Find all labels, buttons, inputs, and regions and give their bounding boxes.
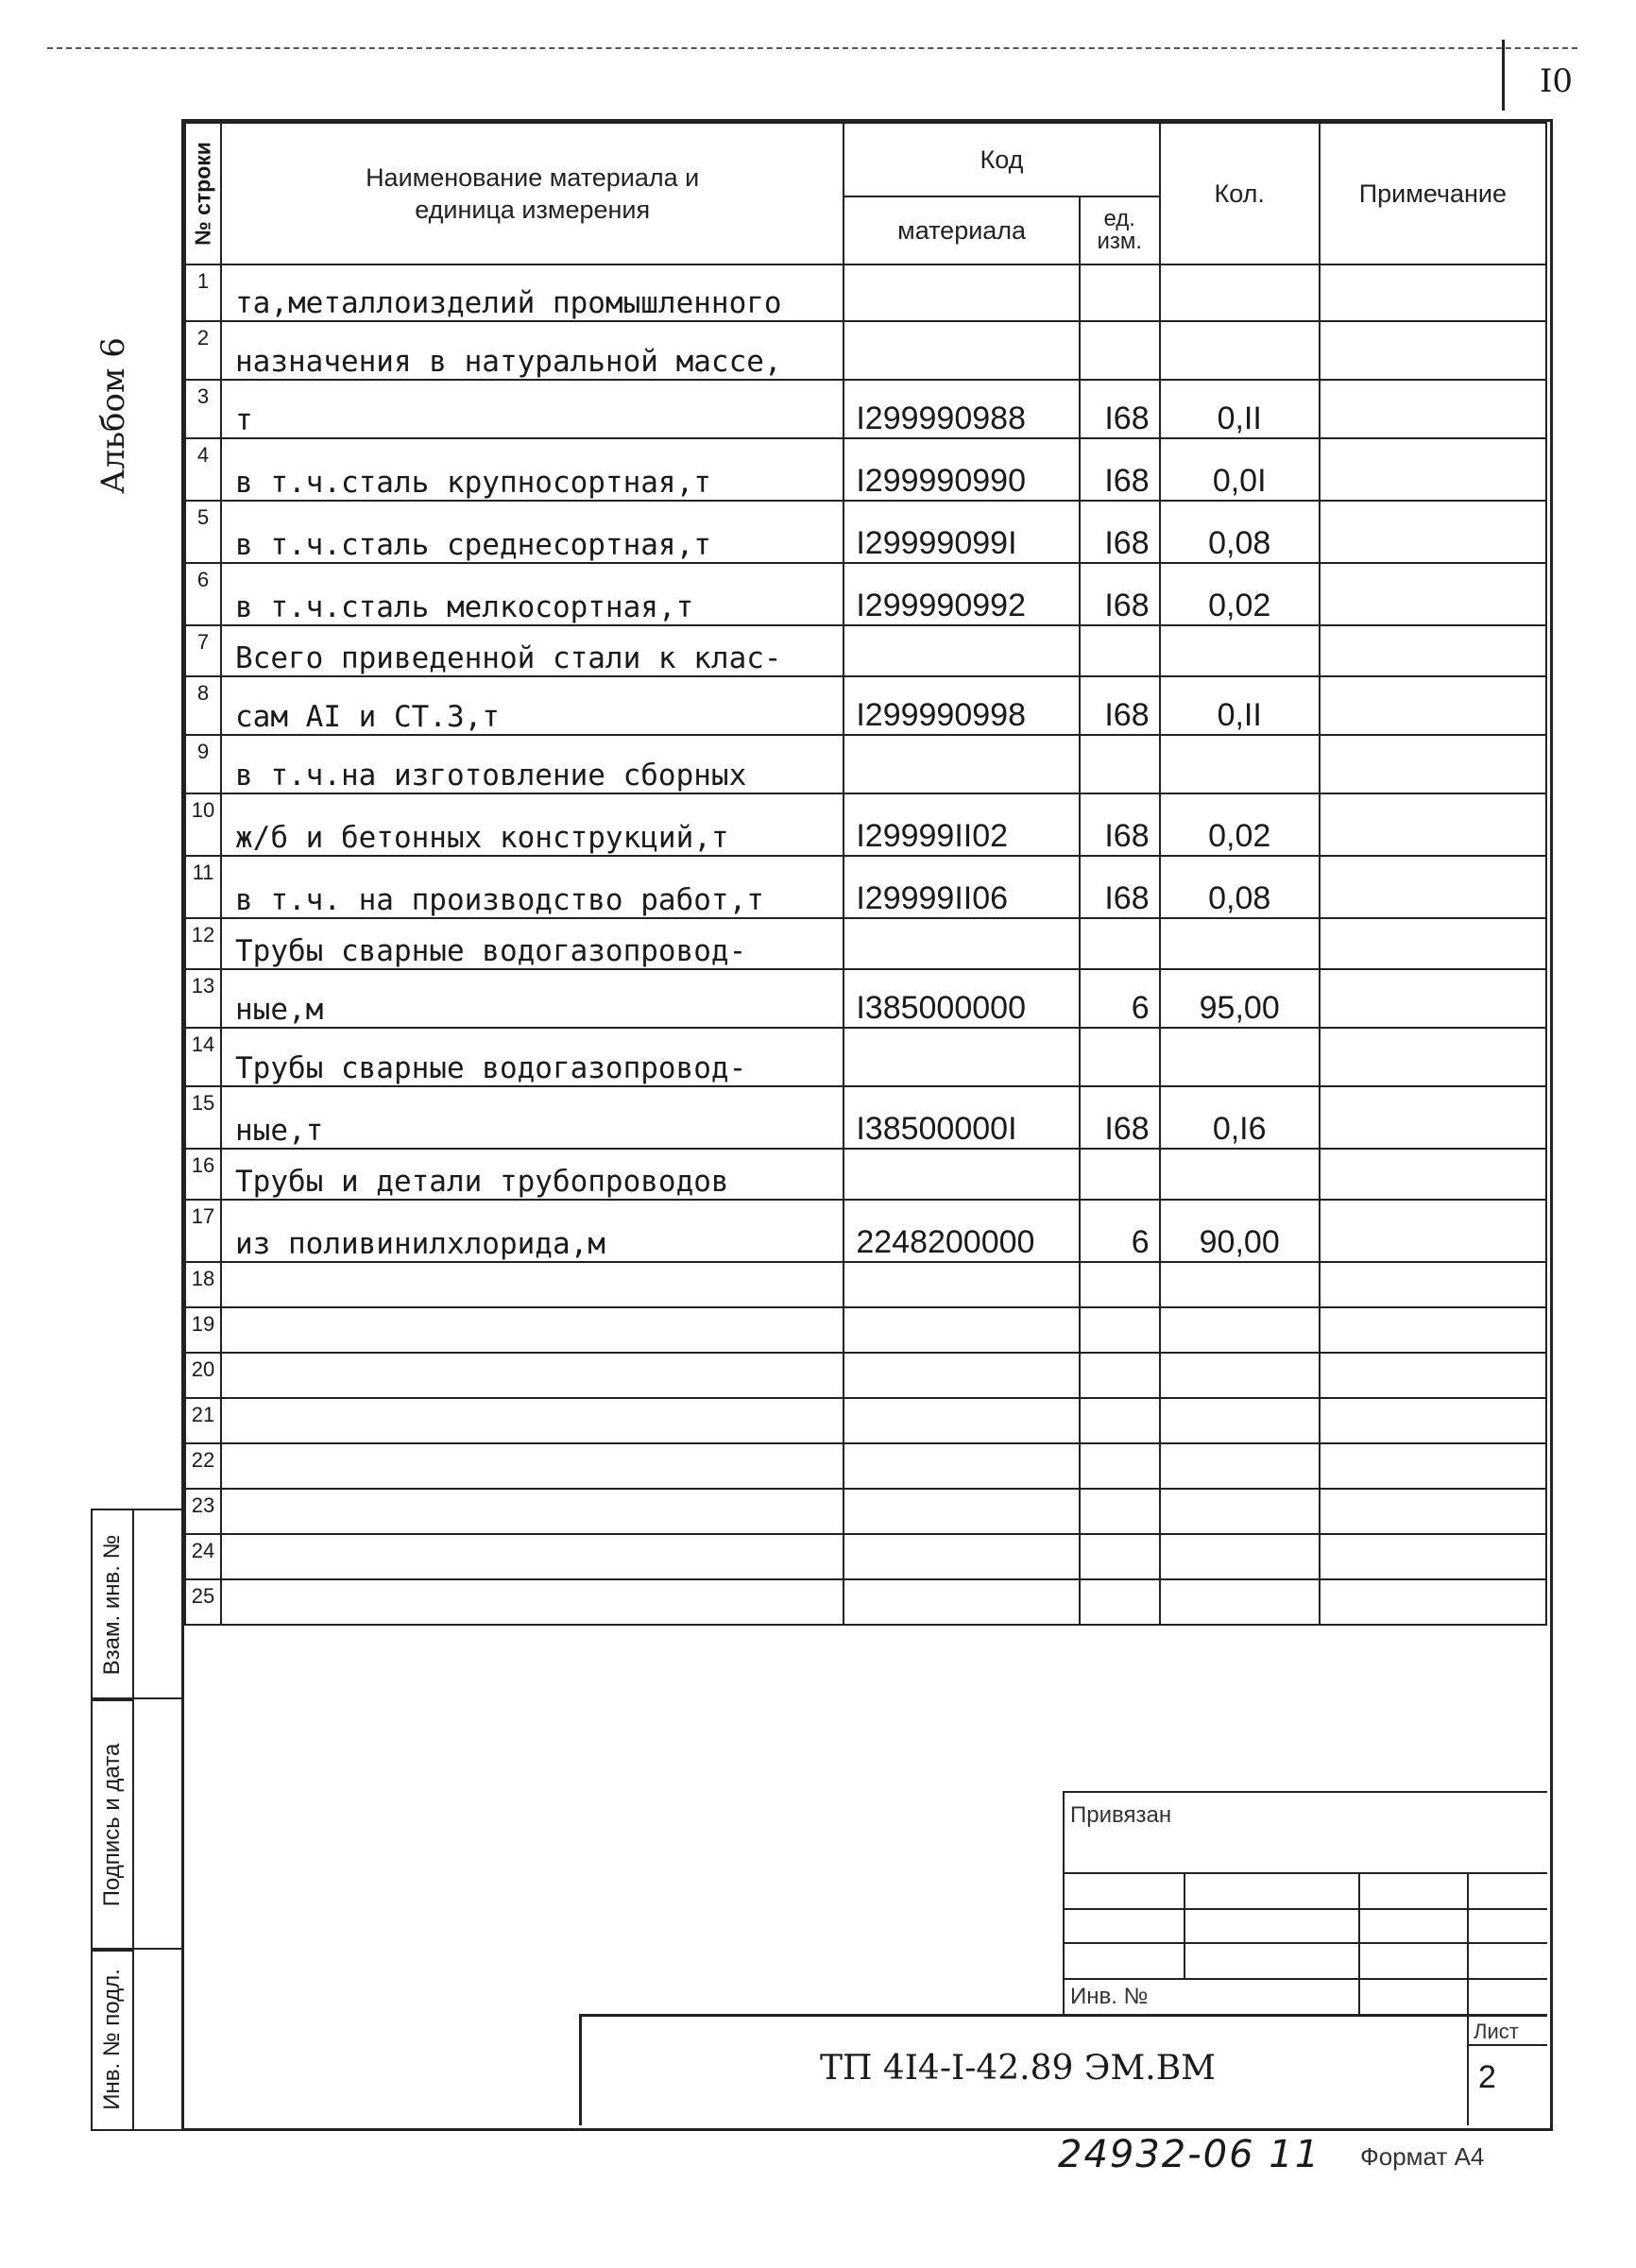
note-cell	[1320, 1353, 1546, 1398]
row-number-cell: 17	[185, 1200, 221, 1262]
title-block-grid-col	[1358, 1872, 1360, 2016]
note-cell	[1320, 793, 1546, 856]
material-code-cell	[844, 1534, 1080, 1579]
note-cell	[1320, 1489, 1546, 1534]
unit-code-cell	[1080, 321, 1160, 380]
note-cell	[1320, 501, 1546, 563]
material-code-cell	[844, 264, 1080, 321]
note-cell	[1320, 1086, 1546, 1149]
table-row	[185, 1353, 1546, 1398]
material-code-cell	[844, 1398, 1080, 1443]
title-block-grid-line	[1063, 1872, 1547, 1874]
note-cell	[1320, 1443, 1546, 1489]
note-cell	[1320, 735, 1546, 793]
note-cell	[1320, 969, 1546, 1028]
material-name-cell: сам АI и СТ.3,т	[221, 676, 844, 735]
material-code-cell: I299990998	[844, 676, 1080, 735]
material-code-cell: I29999II02	[844, 793, 1080, 856]
quantity-cell	[1160, 1262, 1320, 1307]
row-number-cell: 15	[185, 1086, 221, 1149]
row-number-cell: 12	[185, 918, 221, 969]
side-stamp-fill	[130, 1509, 183, 2131]
row-number-cell: 20	[185, 1353, 221, 1398]
material-name-cell	[221, 1262, 844, 1307]
unit-code-cell	[1080, 1579, 1160, 1625]
material-code-cell	[844, 625, 1080, 676]
quantity-cell	[1160, 918, 1320, 969]
note-cell	[1320, 321, 1546, 380]
quantity-cell	[1160, 1579, 1320, 1625]
note-cell	[1320, 264, 1546, 321]
note-cell	[1320, 1262, 1546, 1307]
quantity-cell: 0,II	[1160, 676, 1320, 735]
list-divider	[1467, 2044, 1547, 2046]
row-number-cell: 1	[185, 264, 221, 321]
unit-code-cell: I68	[1080, 380, 1160, 438]
material-code-cell: I299990990	[844, 438, 1080, 501]
quantity-cell: 0,08	[1160, 856, 1320, 918]
row-number-cell: 3	[185, 380, 221, 438]
material-code-cell	[844, 1307, 1080, 1353]
table-row	[185, 1307, 1546, 1353]
unit-code-cell: I68	[1080, 856, 1160, 918]
table-row	[185, 625, 1546, 676]
material-code-cell: I385000000	[844, 969, 1080, 1028]
material-name-cell	[221, 1579, 844, 1625]
note-cell	[1320, 625, 1546, 676]
table-row	[185, 856, 1546, 918]
handwritten-number: 24932-06 11	[1058, 2133, 1321, 2176]
page-number-divider	[1502, 40, 1505, 111]
unit-code-cell: 6	[1080, 969, 1160, 1028]
unit-code-cell	[1080, 264, 1160, 321]
note-cell	[1320, 1579, 1546, 1625]
quantity-cell	[1160, 1534, 1320, 1579]
material-name-cell: Трубы сварные водогазопровод-	[221, 1028, 844, 1086]
quantity-cell	[1160, 1398, 1320, 1443]
quantity-cell: 90,00	[1160, 1200, 1320, 1262]
row-number-cell: 24	[185, 1534, 221, 1579]
title-block-grid-col	[1467, 1872, 1469, 2125]
quantity-cell	[1160, 1353, 1320, 1398]
table-row	[185, 918, 1546, 969]
row-number-cell: 10	[185, 793, 221, 856]
quantity-cell	[1160, 321, 1320, 380]
unit-code-cell	[1080, 918, 1160, 969]
note-cell	[1320, 563, 1546, 625]
unit-code-cell	[1080, 625, 1160, 676]
row-number-cell: 23	[185, 1489, 221, 1534]
row-number-cell: 19	[185, 1307, 221, 1353]
unit-code-cell: I68	[1080, 563, 1160, 625]
inv-no-label: Инв. №	[1070, 1984, 1149, 2009]
unit-code-cell: I68	[1080, 438, 1160, 501]
row-number-cell: 7	[185, 625, 221, 676]
unit-code-cell	[1080, 1028, 1160, 1086]
header-name: Наименование материала и единица измерения	[221, 123, 844, 264]
material-name-cell	[221, 1443, 844, 1489]
quantity-cell	[1160, 1149, 1320, 1200]
row-number-cell: 25	[185, 1579, 221, 1625]
row-number-cell: 13	[185, 969, 221, 1028]
note-cell	[1320, 856, 1546, 918]
note-cell	[1320, 1398, 1546, 1443]
quantity-cell	[1160, 625, 1320, 676]
material-name-cell	[221, 1398, 844, 1443]
material-name-cell: Трубы и детали трубопроводов	[221, 1149, 844, 1200]
note-cell	[1320, 1307, 1546, 1353]
header-code: Код	[844, 123, 1159, 196]
title-block-grid-line	[1063, 1978, 1547, 1980]
material-code-cell	[844, 1353, 1080, 1398]
table-row	[185, 969, 1546, 1028]
side-stamp-divider	[130, 1697, 181, 1699]
unit-code-cell	[1080, 1489, 1160, 1534]
table-row	[185, 264, 1546, 321]
material-name-cell	[221, 1307, 844, 1353]
row-number-cell: 2	[185, 321, 221, 380]
material-name-cell: в т.ч.сталь среднесортная,т	[221, 501, 844, 563]
row-number-cell: 5	[185, 501, 221, 563]
material-name-cell: ные,м	[221, 969, 844, 1028]
side-stamp-inv-podl: Инв. № подл.	[91, 1948, 134, 2131]
materials-table	[184, 122, 1547, 1626]
row-number-cell: 6	[185, 563, 221, 625]
quantity-cell	[1160, 264, 1320, 321]
material-code-cell: I29999II06	[844, 856, 1080, 918]
side-stamp-podpis: Подпись и дата	[91, 1697, 134, 1952]
sheet-number: 2	[1478, 2059, 1496, 2095]
material-code-cell: 2248200000	[844, 1200, 1080, 1262]
material-name-cell: ные,т	[221, 1086, 844, 1149]
unit-code-cell: I68	[1080, 676, 1160, 735]
note-cell	[1320, 1149, 1546, 1200]
note-cell	[1320, 380, 1546, 438]
header-code-material: материала	[844, 196, 1080, 264]
unit-code-cell	[1080, 1262, 1160, 1307]
quantity-cell: 0,I6	[1160, 1086, 1320, 1149]
quantity-cell	[1160, 1028, 1320, 1086]
quantity-cell	[1160, 1489, 1320, 1534]
material-code-cell	[844, 1489, 1080, 1534]
unit-code-cell: 6	[1080, 1200, 1160, 1262]
row-number-cell: 9	[185, 735, 221, 793]
material-name-cell: из поливинилхлорида,м	[221, 1200, 844, 1262]
note-cell	[1320, 438, 1546, 501]
material-name-cell: та,металлоизделий промышленного	[221, 264, 844, 321]
note-cell	[1320, 1200, 1546, 1262]
table-row	[185, 1534, 1546, 1579]
table-row	[185, 321, 1546, 380]
quantity-cell	[1160, 1307, 1320, 1353]
table-row	[185, 380, 1546, 438]
material-code-cell: I299990988	[844, 380, 1080, 438]
material-name-cell: в т.ч.на изготовление сборных	[221, 735, 844, 793]
quantity-cell	[1160, 735, 1320, 793]
note-cell	[1320, 676, 1546, 735]
document-code: ТП 4I4-I-42.89 ЭМ.ВМ	[819, 2048, 1217, 2088]
row-number-cell: 8	[185, 676, 221, 735]
title-block-grid-line	[1063, 1908, 1547, 1910]
material-name-cell: Всего приведенной стали к клас-	[221, 625, 844, 676]
material-name-cell: Трубы сварные водогазопровод-	[221, 918, 844, 969]
row-number-cell: 22	[185, 1443, 221, 1489]
side-stamp-vzam: Взам. инв. №	[91, 1509, 134, 1701]
page-number: I0	[1540, 62, 1574, 100]
table-row	[185, 1028, 1546, 1086]
material-code-cell	[844, 1579, 1080, 1625]
unit-code-cell	[1080, 1398, 1160, 1443]
title-block-grid-line	[1063, 1942, 1547, 1944]
unit-code-cell	[1080, 1443, 1160, 1489]
header-qty: Кол.	[1160, 123, 1320, 264]
unit-code-cell	[1080, 1149, 1160, 1200]
material-name-cell: в т.ч. на производство работ,т	[221, 856, 844, 918]
title-block-grid-col	[1184, 1872, 1185, 1978]
quantity-cell: 0,0I	[1160, 438, 1320, 501]
material-name-cell	[221, 1353, 844, 1398]
quantity-cell: 0,II	[1160, 380, 1320, 438]
material-code-cell: I38500000I	[844, 1086, 1080, 1149]
material-code-cell: I299990992	[844, 563, 1080, 625]
top-dashed-line	[47, 47, 1577, 49]
row-number-cell: 4	[185, 438, 221, 501]
unit-code-cell: I68	[1080, 1086, 1160, 1149]
material-code-cell	[844, 735, 1080, 793]
title-block-top-edge	[1063, 1791, 1547, 1793]
row-number-cell: 21	[185, 1398, 221, 1443]
unit-code-cell	[1080, 735, 1160, 793]
side-stamp-divider	[130, 1948, 181, 1950]
unit-code-cell: I68	[1080, 793, 1160, 856]
table-row	[185, 563, 1546, 625]
material-name-cell: в т.ч.сталь мелкосортная,т	[221, 563, 844, 625]
unit-code-cell: I68	[1080, 501, 1160, 563]
table-row	[185, 501, 1546, 563]
note-cell	[1320, 1534, 1546, 1579]
title-block-left-edge	[1063, 1791, 1065, 2016]
material-code-cell	[844, 918, 1080, 969]
header-note: Примечание	[1320, 123, 1546, 264]
material-name-cell: назначения в натуральной массе,	[221, 321, 844, 380]
material-code-cell	[844, 321, 1080, 380]
table-row	[185, 676, 1546, 735]
format-label: Формат А4	[1360, 2142, 1485, 2171]
unit-code-cell	[1080, 1307, 1160, 1353]
material-name-cell: ж/б и бетонных конструкций,т	[221, 793, 844, 856]
material-code-cell	[844, 1262, 1080, 1307]
table-row	[185, 1149, 1546, 1200]
table-row	[185, 438, 1546, 501]
table-row	[185, 1443, 1546, 1489]
note-cell	[1320, 1028, 1546, 1086]
unit-code-cell	[1080, 1353, 1160, 1398]
quantity-cell: 0,02	[1160, 793, 1320, 856]
table-row	[185, 1200, 1546, 1262]
row-number-cell: 18	[185, 1262, 221, 1307]
table-row	[185, 1262, 1546, 1307]
album-label: Альбом 6	[94, 337, 132, 494]
material-name-cell: т	[221, 380, 844, 438]
quantity-cell	[1160, 1443, 1320, 1489]
quantity-cell: 0,02	[1160, 563, 1320, 625]
unit-code-cell	[1080, 1534, 1160, 1579]
table-row	[185, 1398, 1546, 1443]
row-number-cell: 11	[185, 856, 221, 918]
header-code-unit: ед. изм.	[1080, 196, 1160, 264]
material-name-cell: в т.ч.сталь крупносортная,т	[221, 438, 844, 501]
quantity-cell: 95,00	[1160, 969, 1320, 1028]
table-row	[185, 1579, 1546, 1625]
list-label: Лист	[1474, 2020, 1519, 2043]
note-cell	[1320, 918, 1546, 969]
material-code-cell: I29999099I	[844, 501, 1080, 563]
header-row-no: № строки	[185, 123, 221, 264]
material-code-cell	[844, 1443, 1080, 1489]
quantity-cell: 0,08	[1160, 501, 1320, 563]
privyazan-label: Привязан	[1070, 1802, 1172, 1828]
material-code-cell	[844, 1028, 1080, 1086]
table-row	[185, 1489, 1546, 1534]
row-number-cell: 14	[185, 1028, 221, 1086]
material-name-cell	[221, 1534, 844, 1579]
table-row	[185, 735, 1546, 793]
table-row	[185, 793, 1546, 856]
table-row	[185, 1086, 1546, 1149]
row-number-cell: 16	[185, 1149, 221, 1200]
material-code-cell	[844, 1149, 1080, 1200]
material-name-cell	[221, 1489, 844, 1534]
